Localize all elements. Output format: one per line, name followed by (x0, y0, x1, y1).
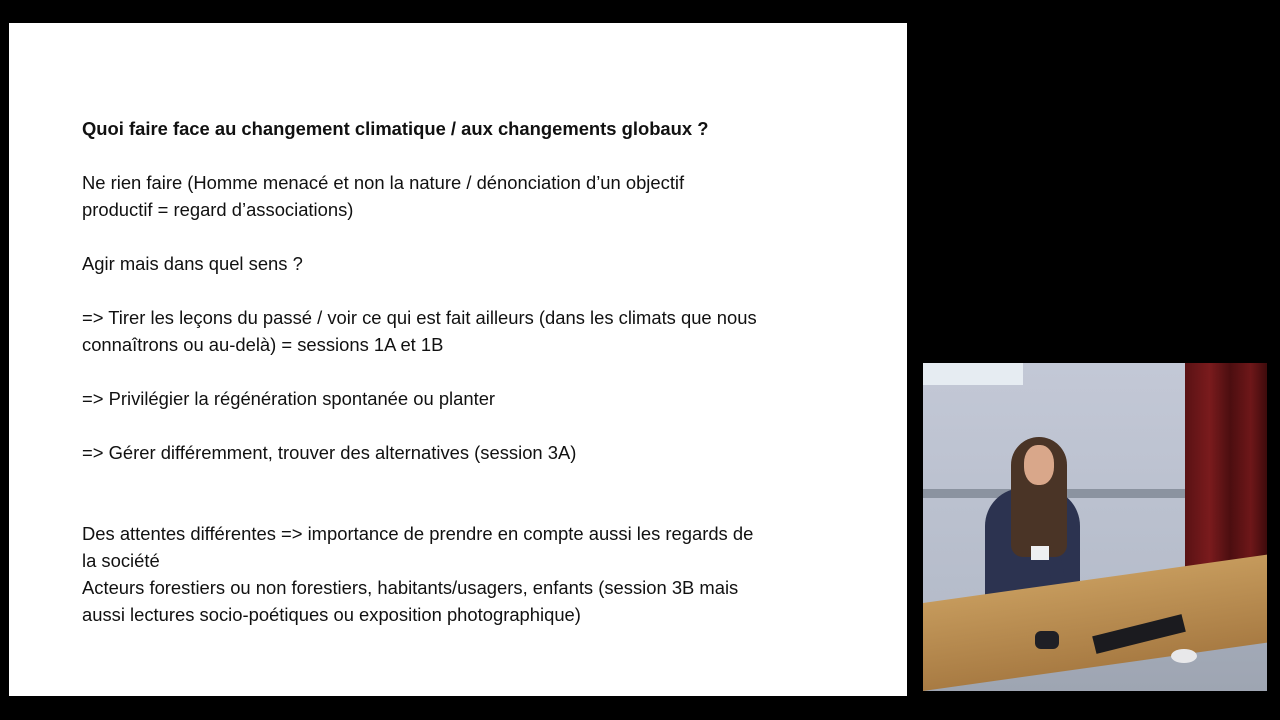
desk-device (1035, 631, 1059, 649)
paragraph-line: => Gérer différemment, trouver des alternatives (session 3A) (82, 442, 577, 463)
paragraph-line: aussi lectures socio-poétiques ou exposition photographique) (82, 604, 581, 625)
speaker-badge (1031, 546, 1049, 560)
paragraph-line: Acteurs forestiers ou non forestiers, habitants/usagers, enfants (session 3B mais (82, 577, 739, 598)
paragraph-line: la société (82, 550, 160, 571)
speaker-video (923, 363, 1267, 691)
slide-content (82, 115, 862, 628)
paragraph-line: Agir mais dans quel sens ? (82, 253, 303, 274)
speaker-face (1024, 445, 1054, 485)
paragraph-line: connaîtrons ou au-delà) = sessions 1A et 1B (82, 334, 444, 355)
video-light (923, 363, 1023, 385)
paragraph-line: => Tirer les leçons du passé / voir ce qui est fait ailleurs (dans les climats que nous (82, 307, 757, 328)
paragraph-line: => Privilégier la régénération spontanée ou planter (82, 388, 496, 409)
paragraph-line: Des attentes différentes => importance de prendre en compte aussi les regards de (82, 523, 754, 544)
paragraph-line: Ne rien faire (Homme menacé et non la nature / dénonciation d’un objectif (82, 172, 685, 193)
paragraph-line: productif = regard d’associations) (82, 199, 354, 220)
desk-mouse (1171, 649, 1197, 663)
slide-title: Quoi faire face au changement climatique / aux changements globaux ? (82, 118, 709, 139)
presentation-slide (9, 23, 907, 696)
